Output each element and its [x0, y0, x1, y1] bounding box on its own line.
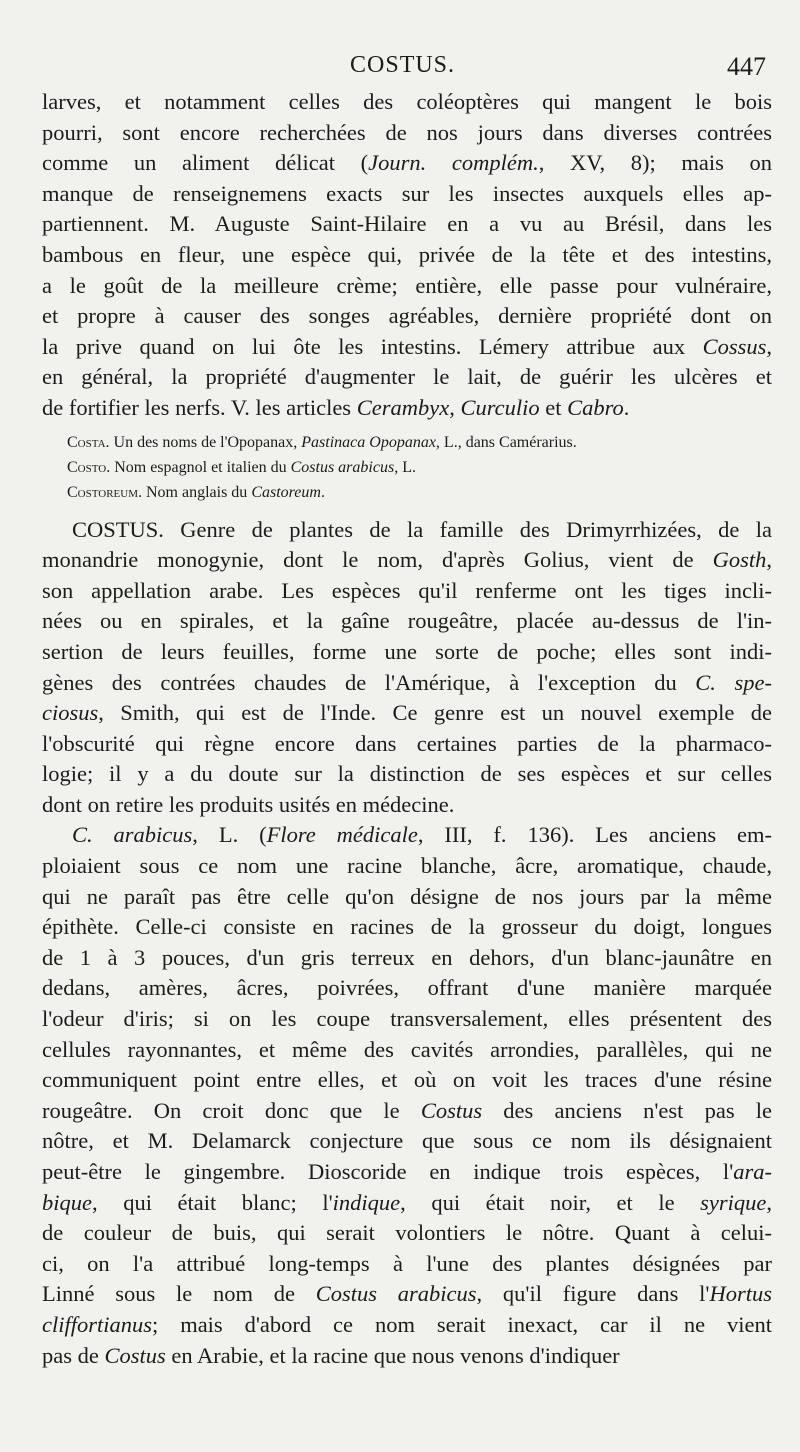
text-line [42, 698, 772, 729]
text-run: ci, on l'a attribué long-temps à l'une des plantes désignées par [42, 1250, 772, 1276]
text-run: ; mais d'abord ce nom serait inexact, car il ne vient [152, 1311, 772, 1337]
text-run: partiennent. M. Auguste Saint-Hilaire en a vu au Brésil, dans les [42, 211, 772, 237]
text-line [42, 637, 772, 668]
running-head: COSTUS. [350, 52, 456, 78]
italic-text: Journ. complém. [368, 150, 539, 176]
definition-notes [42, 430, 772, 505]
text-line [42, 606, 772, 637]
text-line [42, 1310, 772, 1341]
text-run: sertion de leurs feuilles, forme une sorte de poche; elles sont indi- [42, 638, 772, 664]
text-line [42, 118, 772, 149]
text-run: la prive quand on lui ôte les intestins. Lémery attribue aux [42, 333, 703, 359]
text-run: rougeâtre. On croit donc que le [42, 1097, 421, 1123]
italic-text: indique [332, 1189, 401, 1215]
page-header [0, 48, 800, 88]
text-line [42, 362, 772, 393]
italic-text: ara- [733, 1159, 772, 1184]
italic-text: cliffortianus [42, 1311, 153, 1337]
text-run: communiquent point entre elles, et où on voit les traces d'une résine [42, 1067, 772, 1093]
text-line [42, 179, 772, 210]
text-line [42, 1249, 772, 1280]
text-run: . [320, 483, 325, 501]
small-caps-term: Costoreum. [67, 483, 142, 501]
text-line [42, 1279, 772, 1310]
text-run: monandrie monogynie, dont le nom, d'après Golius, vient de [42, 547, 713, 573]
text-run: gènes des contrées chaudes de l'Amérique, à l'exception du [42, 669, 696, 695]
text-run: , [766, 547, 772, 573]
text-run: en général, la propriété d'augmenter le lait, de guérir les ulcères et [42, 364, 772, 390]
italic-text: C. spe- [695, 669, 772, 695]
text-line [42, 820, 772, 851]
text-run: de fortifier les nerfs. V. les articles [42, 394, 357, 420]
note-line [42, 430, 772, 455]
text-line [42, 1126, 772, 1157]
text-run: , Smith, qui est de l'Inde. Ce genre est un nouvel exemple de [98, 700, 772, 726]
italic-text: Costus arabicus [290, 458, 395, 476]
paragraph [42, 87, 772, 424]
text-run: de couleur de buis, qui serait volontiers le nôtre. Quant à celui- [42, 1220, 772, 1246]
text-run: cellules rayonnantes, et même des cavités arrondies, parallèles, qui ne [42, 1036, 772, 1062]
italic-text: Flore médicale [266, 822, 418, 848]
text-line [42, 882, 772, 913]
paragraph [42, 515, 772, 821]
text-line [42, 1004, 772, 1035]
text-run: peut-être le gingembre. Dioscoride en indique trois espèces, l' [42, 1159, 734, 1184]
text-run: Linné sous le nom de [42, 1281, 316, 1307]
text-run: , [449, 394, 461, 420]
text-body [42, 87, 772, 1371]
italic-text: C. arabicus [72, 822, 193, 848]
text-line [42, 759, 772, 790]
text-line [42, 1096, 772, 1127]
text-run: comme un aliment délicat ( [42, 150, 369, 176]
text-line [42, 240, 772, 271]
text-run: de 1 à 3 pouces, d'un gris terreux en dehors, d'un blanc-jaunâtre en [42, 944, 772, 970]
text-run: , [766, 333, 772, 359]
text-run: en Arabie, et la racine que nous venons d'indiquer [165, 1342, 620, 1368]
note-line [42, 455, 772, 480]
text-line [42, 943, 772, 974]
text-run: pas de [42, 1342, 105, 1368]
text-run: a le goût de la meilleure crème; entière, elle passe pour vulnéraire, [42, 272, 772, 298]
text-run: , L., dans Camérarius. [435, 433, 577, 451]
text-run: Nom anglais du [141, 483, 252, 501]
text-line [42, 271, 772, 302]
text-run: nées ou en spirales, et la gaîne rougeâtre, placée au-dessus de l'in- [42, 608, 772, 634]
text-line [42, 1035, 772, 1066]
text-run: nôtre, et M. Delamarck conjecture que sous ce nom ils désignaient [42, 1128, 772, 1154]
text-line [42, 301, 772, 332]
text-line [42, 393, 772, 424]
text-run: et propre à causer des songes agréables, dernière propriété dont on [42, 303, 772, 329]
italic-text: Cossus [702, 333, 767, 359]
text-run: , qui était blanc; l' [92, 1189, 333, 1215]
italic-text: bique [42, 1189, 92, 1215]
italic-text: Costus arabicus [315, 1281, 477, 1307]
text-run: pourri, sont encore recherchées de nos jours dans diverses contrées [42, 119, 772, 145]
paragraph [42, 820, 772, 1371]
italic-text: Curculio [460, 394, 540, 420]
text-run: son appellation arabe. Les espèces qu'il renferme ont les tiges incli- [42, 577, 772, 603]
text-line [42, 1218, 772, 1249]
text-run: , L. ( [192, 822, 267, 848]
italic-text: Hortus [709, 1281, 772, 1307]
text-line [42, 729, 772, 760]
text-line [42, 545, 772, 576]
text-run: , III, f. 136). Les anciens em- [417, 822, 772, 848]
italic-text: Costus [104, 1342, 166, 1368]
text-run: l'odeur d'iris; si on les coupe transversalement, elles présentent des [42, 1006, 772, 1032]
text-run: , L. [394, 458, 416, 476]
text-line [42, 912, 772, 943]
text-run: , XV, 8); mais on [538, 150, 772, 176]
text-run: logie; il y a du doute sur la distinction de ses espèces et sur celles [42, 761, 772, 787]
text-line [42, 1341, 772, 1372]
text-line [42, 668, 772, 699]
text-run: , qu'il figure dans l' [476, 1281, 710, 1307]
text-line [42, 209, 772, 240]
text-run: bambous en fleur, une espèce qui, privée de la tête et des intestins, [42, 241, 772, 267]
text-line [42, 1065, 772, 1096]
text-line [42, 148, 772, 179]
text-line [42, 973, 772, 1004]
text-run: qui ne paraît pas être celle qu'on désigne de nos jours par la même [42, 883, 772, 909]
text-run: Nom espagnol et italien du [110, 458, 291, 476]
note-line [42, 480, 772, 505]
text-run: dont on retire les produits usités en médecine. [42, 791, 455, 817]
text-run: des anciens n'est pas le [482, 1097, 772, 1123]
text-line [42, 1157, 772, 1188]
italic-text: Cabro [567, 394, 624, 420]
italic-text: Costus [420, 1097, 483, 1123]
italic-text: syrique [700, 1189, 767, 1215]
text-line [42, 576, 772, 607]
text-run: l'obscurité qui règne encore dans certaines parties de la pharmaco- [42, 730, 772, 756]
text-run: ploiaient sous ce nom une racine blanche, âcre, aromatique, chaude, [42, 853, 772, 879]
italic-text: Pastinaca Opopanax [301, 433, 436, 451]
text-run: Un des noms de l'Opopanax, [109, 433, 302, 451]
text-run: manque de renseignemens exacts sur les insectes auxquels elles ap- [42, 180, 772, 206]
italic-text: ciosus [42, 700, 99, 726]
text-run: . [623, 394, 630, 420]
italic-text: Castoreum [251, 483, 321, 501]
text-line [42, 851, 772, 882]
text-run: COSTUS. Genre de plantes de la famille des Drimyrrhizées, de la [72, 516, 772, 542]
paragraph-group-1 [42, 87, 772, 424]
page-number: 447 [727, 52, 766, 81]
text-run: et [539, 394, 568, 420]
text-run: , qui était noir, et le [400, 1189, 701, 1215]
small-caps-term: Costo. [67, 458, 111, 476]
text-run: larves, et notamment celles des coléoptères qui mangent le bois [42, 89, 772, 114]
text-run: épithète. Celle-ci consiste en racines de la grosseur du doigt, longues [42, 914, 772, 940]
italic-text: Cerambyx [356, 394, 450, 420]
paragraph-group-2 [42, 515, 772, 1372]
text-line [42, 790, 772, 821]
text-line [42, 87, 772, 118]
italic-text: Gosth [712, 547, 767, 573]
text-line [42, 1188, 772, 1219]
text-run: , [766, 1189, 773, 1215]
text-line [42, 332, 772, 363]
text-run: dedans, amères, âcres, poivrées, offrant d'une manière marquée [42, 975, 772, 1001]
text-line [42, 515, 772, 546]
small-caps-term: Costa. [67, 433, 110, 451]
